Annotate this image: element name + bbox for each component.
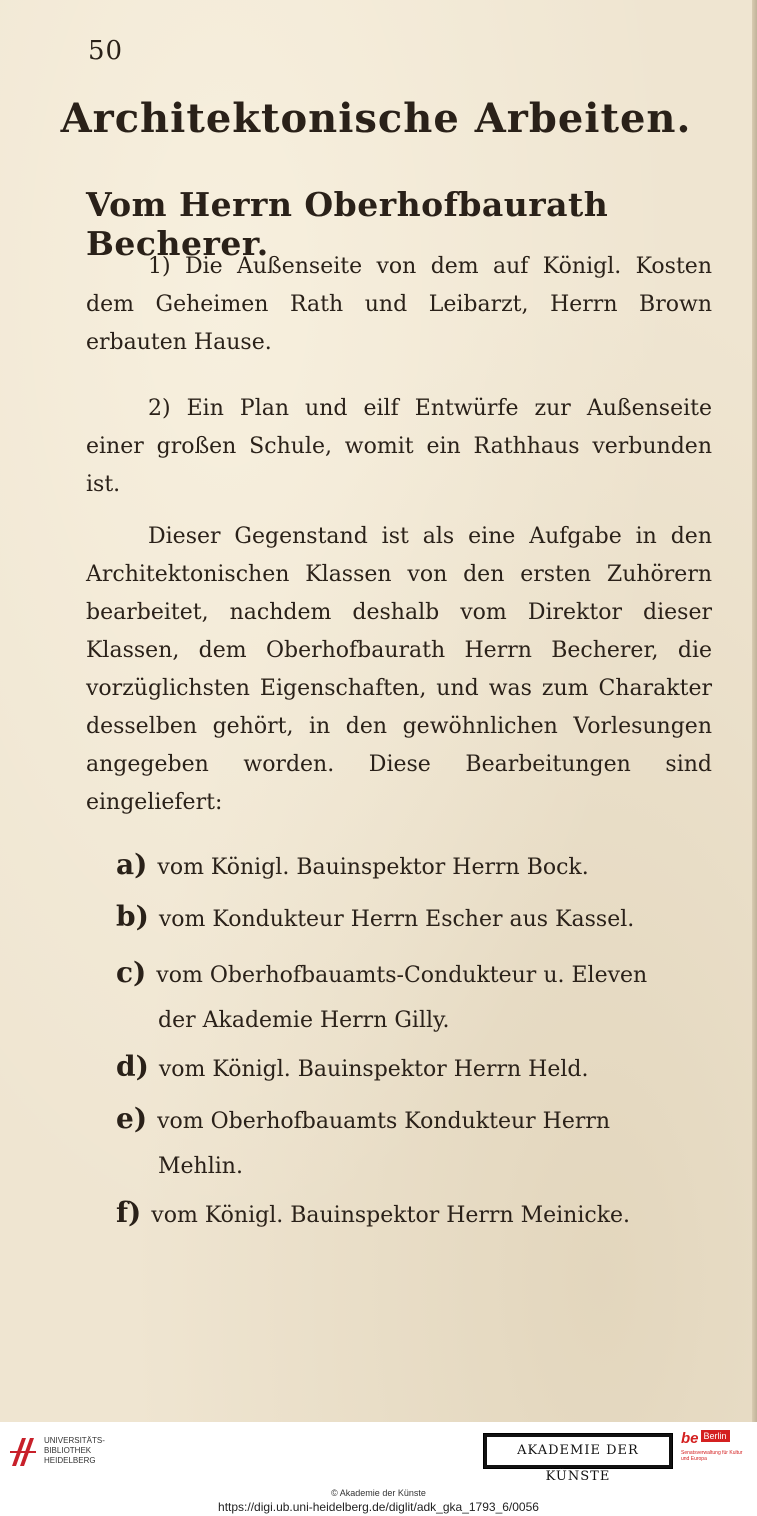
entry-text: vom Oberhofbauamts Kondukteur Herrn: [157, 1109, 611, 1134]
entry-continuation: Mehlin.: [158, 1154, 243, 1179]
entry-letter: b): [116, 900, 149, 933]
entry-c: [116, 950, 706, 1043]
entry-text: vom Oberhofbauamts-Condukteur u. Eleven: [156, 963, 648, 988]
be-berlin-label: Berlin: [701, 1430, 730, 1442]
entry-continuation: der Akademie Herrn Gilly.: [158, 1008, 450, 1033]
library-line: UNIVERSITÄTS-: [44, 1436, 105, 1445]
entry-f: [116, 1190, 706, 1239]
section-title: Architektonische Arbeiten.: [60, 95, 692, 142]
footer-bar: [0, 1422, 757, 1484]
be-berlin-logo[interactable]: [681, 1430, 747, 1474]
item-1: 1) Die Außenseite von dem auf Königl. Kosten dem Geheimen Rath und Leibarzt, Herrn Brown erbauten Hause.: [86, 254, 712, 355]
entry-b: [116, 894, 706, 943]
academy-logo[interactable]: [483, 1433, 673, 1484]
entry-text: vom Königl. Bauinspektor Herrn Held.: [158, 1057, 589, 1082]
entry-d: [116, 1044, 706, 1093]
entry-text: vom Königl. Bauinspektor Herrn Meinicke.: [151, 1203, 631, 1228]
subtitle: Vom Herrn Oberhofbaurath Becherer.: [86, 185, 609, 263]
entry-a: [116, 842, 706, 891]
page-number: 50: [88, 36, 124, 66]
entry-letter: d): [116, 1050, 149, 1083]
entry-letter: a): [116, 848, 148, 881]
entry-letter: e): [116, 1102, 148, 1135]
entry-letter: c): [116, 956, 147, 989]
entry-letter: f): [116, 1196, 142, 1229]
copyright-notice: © Akademie der Künste: [331, 1488, 426, 1498]
entry-text: vom Königl. Bauinspektor Herrn Bock.: [157, 855, 589, 880]
source-url[interactable]: https://digi.ub.uni-heidelberg.de/diglit/adk_gka_1793_6/0056: [218, 1500, 539, 1514]
library-line: BIBLIOTHEK: [44, 1446, 92, 1455]
be-subtitle: Senatsverwaltung für Kultur und Europa: [681, 1450, 743, 1462]
be-mark: be: [681, 1430, 699, 1447]
academy-label: AKADEMIE DER KÜNSTE: [487, 1437, 669, 1465]
item-2: 2) Ein Plan und eilf Entwürfe zur Außenseite einer großen Schule, womit ein Rathhaus verbunden ist.: [86, 396, 712, 497]
body-paragraph: Dieser Gegenstand ist als eine Aufgabe in den Architektonischen Klassen von den ersten Zuhörern bearbeitet, nachdem deshalb vom Direktor dieser Klassen, dem Oberhofbaurath Herrn Becherer, die vorzüglichsten Eigenschaften, und was zum Charakter desselben gehört, in den gewöhnlichen Vorlesungen angegeben worden. Diese Bearbeitungen sind eingeliefert:: [86, 524, 712, 815]
library-line: HEIDELBERG: [44, 1456, 96, 1465]
entry-e: [116, 1096, 706, 1189]
entry-text: vom Kondukteur Herrn Escher aus Kassel.: [158, 907, 635, 932]
page-edge: [752, 0, 757, 1422]
library-name: [44, 1436, 105, 1466]
university-library-logo-icon: [8, 1432, 38, 1472]
